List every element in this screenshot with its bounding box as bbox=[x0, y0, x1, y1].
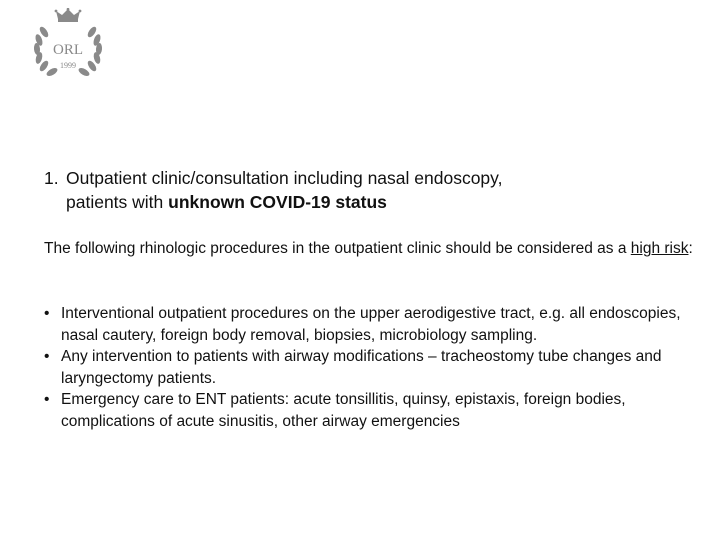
list-item-text: Interventional outpatient procedures on the upper aerodigestive tract, e.g. all endoscopies, nasal cautery, foreign body removal, biopsies, microbiology sampling. bbox=[61, 305, 681, 344]
bullet-marker: • bbox=[44, 391, 50, 408]
list-item-text: Any intervention to patients with airway modifications – tracheostomy tube changes and laryngectomy patients. bbox=[61, 348, 662, 387]
list-item bbox=[44, 346, 694, 389]
heading-number: 1. bbox=[44, 168, 59, 188]
bullet-marker: • bbox=[44, 305, 50, 322]
section-heading bbox=[44, 166, 684, 214]
bullet-marker: • bbox=[44, 348, 50, 365]
procedure-list bbox=[44, 303, 694, 432]
orl-logo bbox=[28, 8, 108, 80]
intro-text: The following rhinologic procedures in the outpatient clinic should be considered as a bbox=[44, 240, 631, 257]
heading-status-bold: unknown COVID-19 status bbox=[168, 192, 387, 212]
heading-line-2-prefix: patients with bbox=[66, 192, 169, 212]
intro-colon: : bbox=[688, 240, 693, 257]
list-item-text: Emergency care to ENT patients: acute tonsillitis, quinsy, epistaxis, foreign bodies, complications of acute sinusitis, other airway emergencies bbox=[61, 391, 626, 430]
crown-icon bbox=[55, 8, 82, 22]
svg-text:ORL: ORL bbox=[53, 42, 83, 58]
heading-line-1: Outpatient clinic/consultation including nasal endoscopy, bbox=[66, 168, 503, 188]
intro-high-risk: high risk bbox=[630, 240, 689, 257]
svg-text:1999: 1999 bbox=[60, 61, 76, 70]
intro-paragraph bbox=[44, 238, 694, 260]
list-item bbox=[44, 389, 694, 432]
list-item bbox=[44, 303, 694, 346]
